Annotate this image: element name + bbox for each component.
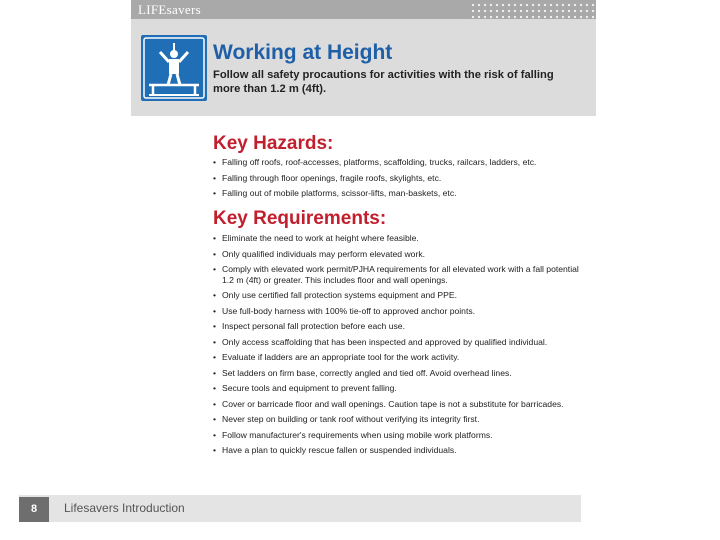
list-item: • Cover or barricade floor and wall openings. Caution tape is not a substitute for barricades. bbox=[213, 399, 585, 410]
list-item: • Falling out of mobile platforms, scissor-lifts, man-baskets, etc. bbox=[213, 188, 585, 199]
list-item: • Never step on building or tank roof without verifying its integrity first. bbox=[213, 414, 585, 425]
page-number: 8 bbox=[19, 497, 49, 522]
page-subtitle: Follow all safety procautions for activities with the risk of falling more than 1.2 m (4ft). bbox=[213, 69, 554, 95]
list-item: • Secure tools and equipment to prevent falling. bbox=[213, 383, 585, 394]
list-item: • Set ladders on firm base, correctly angled and tied off. Avoid overhead lines. bbox=[213, 368, 585, 379]
list-item: • Only use certified fall protection systems equipment and PPE. bbox=[213, 290, 585, 301]
list-item: • Evaluate if ladders are an appropriate tool for the work activity. bbox=[213, 352, 585, 363]
key-hazards-heading: Key Hazards: bbox=[213, 133, 334, 154]
page-title: Working at Height bbox=[213, 41, 393, 64]
list-item: • Inspect personal fall protection before each use. bbox=[213, 321, 585, 332]
list-item: • Have a plan to quickly rescue fallen or suspended individuals. bbox=[213, 445, 585, 456]
list-item: • Falling off roofs, roof-accesses, platforms, scaffolding, trucks, railcars, ladders, etc. bbox=[213, 157, 585, 168]
list-item: • Eliminate the need to work at height where feasible. bbox=[213, 233, 585, 244]
hazards-list bbox=[213, 157, 585, 199]
list-item: • Falling through floor openings, fragile roofs, skylights, etc. bbox=[213, 173, 585, 184]
footer-title: Lifesavers Introduction bbox=[64, 501, 185, 515]
list-item: • Only access scaffolding that has been inspected and approved by qualified individual. bbox=[213, 337, 585, 348]
brand-logo: LIFEsavers bbox=[138, 2, 201, 17]
requirements-list bbox=[213, 233, 585, 456]
dot-pattern bbox=[470, 2, 596, 18]
list-item: • Follow manufacturer's requirements when using mobile work platforms. bbox=[213, 430, 585, 441]
list-item: • Comply with elevated work permit/PJHA requirements for all elevated work with a fall potential 1.2 m (4ft) or greater. This includes floor and wall openings. bbox=[213, 264, 585, 285]
list-item: • Use full-body harness with 100% tie-off to approved anchor points. bbox=[213, 306, 585, 317]
list-item: • Only qualified individuals may perform elevated work. bbox=[213, 249, 585, 260]
worker-at-height-icon bbox=[141, 35, 207, 101]
key-requirements-heading: Key Requirements: bbox=[213, 208, 387, 229]
